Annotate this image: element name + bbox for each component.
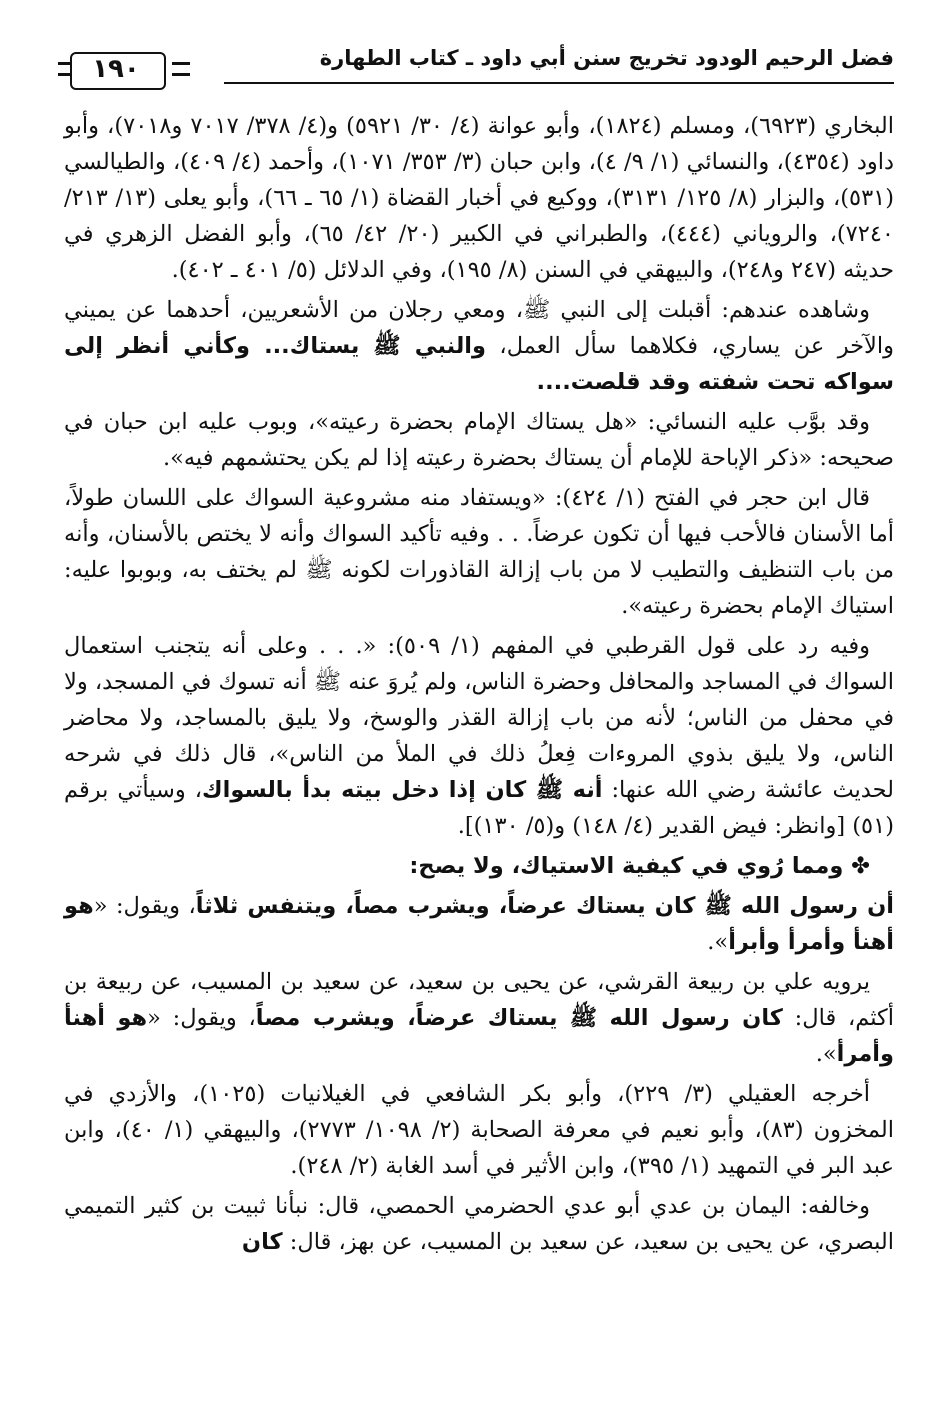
paragraph: [64, 628, 894, 844]
paragraph: [64, 848, 894, 884]
text-run: وخالفه: اليمان بن عدي أبو عدي الحضرمي الحمصي، قال: نبأنا ثبيت بن كثير التميمي البصري، عن يحيى بن سعيد، عن سعيد بن المسيب، عن بهز، قال:: [64, 1193, 894, 1255]
book-title: فضل الرحيم الودود تخريج سنن أبي داود ـ كتاب الطهارة: [319, 46, 894, 70]
paragraph: [64, 964, 894, 1072]
text-run: قال ابن حجر في الفتح (١/ ٤٢٤): «ويستفاد منه مشروعية السواك على اللسان طولاً، أما الأسنان فالأحب فيها أن تكون عرضاً. . . وفيه تأكيد السواك وأنه لا يختص بالأسنان، وأنه من باب التنظيف والتطيب لا من باب إزالة القاذورات لكونه ﷺ لم يختف به، وبوبوا عليه: استياك الإمام بحضرة رعيته».: [64, 485, 894, 619]
text-run: وشاهده عندهم: أقبلت إلى النبي ﷺ، ومعي رجلان من الأشعريين، أحدهما عن يميني والآخر عن يساري، فكلاهما سأل العمل،: [64, 297, 894, 359]
text-run: وقد بوَّب عليه النسائي: «هل يستاك الإمام بحضرة رعيته»، وبوب عليه ابن حبان في صحيحه: «ذكر الإباحة للإمام أن يستاك بحضرة رعيته إذا لم يكن يحتشمهم فيه».: [64, 409, 894, 471]
page-number: ١٩٠: [92, 54, 140, 84]
text-run: البخاري (٦٩٢٣)، ومسلم (١٨٢٤)، وأبو عوانة (٤/ ٣٠/ ٥٩٢١) و(٤/ ٣٧٨/ ٧٠١٧ و٧٠١٨)، وأبو داود (٤٣٥٤)، والنسائي (١/ ٩/ ٤)، وابن حبان (٣/ ٣٥٣/ ١٠٧١)، وأحمد (٤/ ٤٠٩)، والطيالسي (٥٣١)، والبزار (٨/ ١٢٥/ ٣١٣١)، ووكيع في أخبار القضاة (١/ ٦٥ ـ ٦٦)، وأبو يعلى (١٣/ ٢١٣/ ٧٢٤٠)، والروياني (٤٤٤)، والطبراني في الكبير (٢٠/ ٤٢/ ٦٥)، وأبو الفضل الزهري في حديثه (٢٤٧ و٢٤٨)، والبيهقي في السنن (٨/ ١٩٥)، وفي الدلائل (٥/ ٤٠١ ـ ٤٠٢).: [64, 113, 895, 283]
header-rule: [224, 82, 894, 84]
text-run: وفيه رد على قول القرطبي في المفهم (١/ ٥٠٩): «. . . وعلى أنه يتجنب استعمال السواك في المساجد والمحافل وحضرة الناس، ولم يُروَ عنه ﷺ أنه تسوك في المسجد، ولا في محفل من الناس؛ لأنه من باب إزالة القذر والوسخ، ولا يليق بالمساجد، ولا محاضر الناس، ولا يليق بذوي المروءات فِعلُ ذلك في الملأ من الناس»، قال ذلك في شرحه لحديث عائشة رضي الله عنها:: [64, 633, 894, 803]
paragraph: [64, 404, 894, 476]
text-run: ».: [707, 929, 729, 955]
bold-text-run: والنبي ﷺ يستاك... وكأني أنظر إلى سواكه تحت شفته وقد قلصت....: [64, 333, 894, 395]
header-ornament-lines: [172, 62, 190, 76]
text-run: ».: [815, 1041, 837, 1067]
paragraph: [64, 480, 894, 624]
bold-text-run: هو أهنأ وأمرأ وأبرأ: [64, 893, 894, 955]
text-run: يرويه علي بن ربيعة القرشي، عن يحيى بن سعيد، عن سعيد بن المسيب، عن ربيعة بن أكثم، قال:: [64, 969, 894, 1031]
page-number-badge: [64, 52, 168, 86]
page-body: [64, 108, 894, 1368]
text-run: ، وسيأتي برقم (٥١) [وانظر: فيض القدير (٤/ ١٤٨) و(٥/ ١٣٠)].: [64, 777, 894, 839]
paragraph: [64, 888, 894, 960]
bold-text-run: هو أهنأ وأمرأ: [64, 1005, 894, 1067]
bold-text-run: أنه ﷺ كان إذا دخل بيته بدأ بالسواك: [202, 777, 603, 803]
text-run: أخرجه العقيلي (٣/ ٢٢٩)، وأبو بكر الشافعي في الغيلانيات (١٠٢٥)، والأزدي في المخزون (٨٣)، وأبو نعيم في معرفة الصحابة (٢/ ١٠٩٨/ ٢٧٧٣)، والبيهقي (١/ ٤٠)، وابن عبد البر في التمهيد (١/ ٣٩٥)، وابن الأثير في أسد الغابة (٢/ ٢٤٨).: [64, 1081, 895, 1179]
bold-text-run: كان رسول الله ﷺ يستاك عرضاً، ويشرب مصاً: [255, 1005, 783, 1031]
paragraph: [64, 292, 894, 400]
bold-text-run: كان: [241, 1229, 283, 1255]
paragraph: [64, 108, 894, 288]
paragraph: [64, 1076, 894, 1184]
text-run: ، ويقول: «: [147, 1005, 256, 1031]
bold-text-run: أن رسول الله ﷺ كان يستاك عرضاً، ويشرب مصاً، ويتنفس ثلاثاً: [195, 893, 894, 919]
text-run: ، ويقول: «: [93, 893, 196, 919]
page-header: [64, 40, 894, 96]
bold-text-run: ✤ ومما رُوي في كيفية الاستياك، ولا يصح:: [409, 853, 870, 879]
paragraph: [64, 1188, 894, 1260]
